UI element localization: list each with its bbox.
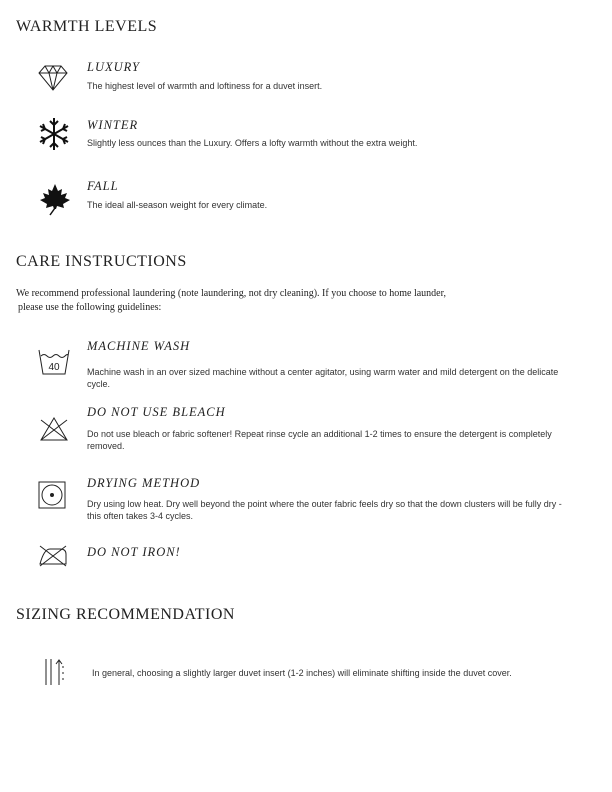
no-iron-icon bbox=[38, 544, 68, 568]
measure-icon bbox=[43, 657, 67, 687]
winter-description: Slightly less ounces than the Luxury. Offers a lofty warmth without the extra weight. bbox=[87, 138, 418, 148]
care-intro bbox=[16, 287, 536, 315]
maple-leaf-icon bbox=[38, 182, 70, 214]
no-iron-title: DO NOT IRON! bbox=[87, 545, 181, 559]
luxury-title: LUXURY bbox=[87, 60, 141, 74]
winter-title: WINTER bbox=[87, 118, 139, 132]
no-bleach-description: Do not use bleach or fabric softener! Repeat rinse cycle an additional 1-2 times to ensure the detergent is completely removed. bbox=[87, 429, 552, 451]
sizing-description: In general, choosing a slightly larger duvet insert (1-2 inches) will eliminate shifting inside the duvet cover. bbox=[92, 668, 512, 678]
care-intro-line-1: We recommend professional laundering (note laundering, not dry cleaning). If you choose to home launder, bbox=[16, 288, 447, 299]
no-bleach-title: DO NOT USE BLEACH bbox=[87, 405, 226, 419]
machine-wash-title: MACHINE WASH bbox=[87, 339, 191, 353]
diamond-icon bbox=[37, 62, 69, 94]
care-instructions-heading: CARE INSTRUCTIONS bbox=[16, 253, 187, 270]
luxury-description: The highest level of warmth and loftiness for a duvet insert. bbox=[87, 81, 323, 91]
fall-description: The ideal all-season weight for every climate. bbox=[87, 200, 268, 210]
tumble-dry-low-icon bbox=[38, 481, 66, 509]
wash-40-icon bbox=[38, 348, 70, 376]
fall-title: FALL bbox=[87, 179, 119, 193]
sizing-recommendation-heading: SIZING RECOMMENDATION bbox=[16, 606, 235, 623]
machine-wash-description: Machine wash in an over sized machine without a center agitator, using warm water and mild detergent on the delicate cycle. bbox=[87, 367, 559, 389]
drying-method-description: Dry using low heat. Dry well beyond the point where the outer fabric feels dry so that the down clusters will be fully dry - this often takes 3-4 cycles. bbox=[87, 499, 562, 521]
wash-temperature: 40 bbox=[48, 362, 60, 373]
snowflake-icon bbox=[37, 117, 69, 149]
care-intro-line-2: please use the following guidelines: bbox=[18, 302, 162, 313]
no-bleach-icon bbox=[39, 416, 69, 442]
drying-method-title: DRYING METHOD bbox=[87, 476, 201, 490]
warmth-levels-heading: WARMTH LEVELS bbox=[16, 18, 158, 35]
